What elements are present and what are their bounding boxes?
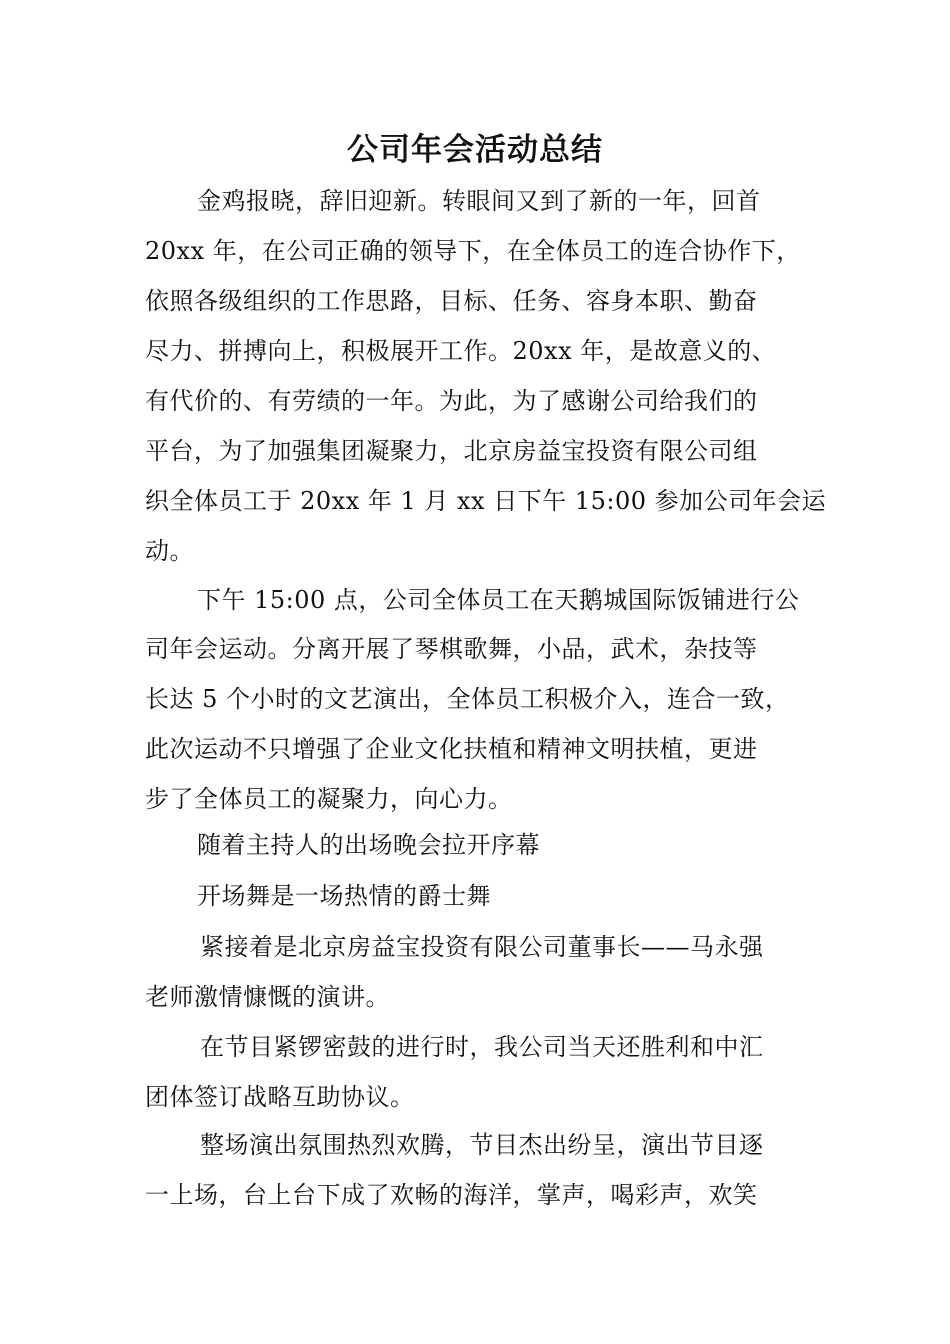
paragraph-line: 依照各级组织的工作思路，目标、任务、容身本职、勤奋 <box>145 287 758 315</box>
paragraph-line: 紧接着是北京房益宝投资有限公司董事长——马永强 <box>200 933 764 961</box>
paragraph-line: 司年会运动。分离开展了琴棋歌舞，小品，武术，杂技等 <box>145 635 758 663</box>
paragraph-line: 下午 15:00 点，公司全体员工在天鹅城国际饭铺进行公 <box>197 586 800 614</box>
paragraph-line: 团体签订战略互助协议。 <box>145 1083 415 1111</box>
paragraph-line: 开场舞是一场热情的爵士舞 <box>197 882 491 910</box>
paragraph-line: 整场演出氛围热烈欢腾，节目杰出纷呈，演出节目逐 <box>200 1131 764 1159</box>
paragraph-line: 老师激情慷慨的演讲。 <box>145 983 390 1011</box>
paragraph-line: 在节目紧锣密鼓的进行时，我公司当天还胜利和中汇 <box>200 1033 764 1061</box>
paragraph-line: 尽力、拼搏向上，积极展开工作。20xx 年，是故意义的、 <box>145 337 777 365</box>
paragraph-line: 金鸡报晓，辞旧迎新。转眼间又到了新的一年，回首 <box>197 187 761 215</box>
paragraph-line: 动。 <box>145 537 194 565</box>
paragraph-line: 此次运动不只增强了企业文化扶植和精神文明扶植，更进 <box>145 735 758 763</box>
paragraph-line: 20xx 年，在公司正确的领导下，在全体员工的连合协作下， <box>145 237 801 265</box>
paragraph-line: 织全体员工于 20xx 年 1 月 xx 日下午 15:00 参加公司年会运 <box>145 487 827 515</box>
paragraph-line: 步了全体员工的凝聚力，向心力。 <box>145 785 513 813</box>
paragraph-line: 随着主持人的出场晚会拉开序幕 <box>197 831 540 859</box>
paragraph-line: 有代价的、有劳绩的一年。为此，为了感谢公司给我们的 <box>145 387 758 415</box>
paragraph-line: 一上场，台上台下成了欢畅的海洋，掌声，喝彩声，欢笑 <box>145 1181 758 1209</box>
document-title: 公司年会活动总结 <box>347 132 603 168</box>
paragraph-line: 长达 5 个小时的文艺演出，全体员工积极介入，连合一致， <box>145 685 790 713</box>
paragraph-line: 平台，为了加强集团凝聚力，北京房益宝投资有限公司组 <box>145 437 758 465</box>
